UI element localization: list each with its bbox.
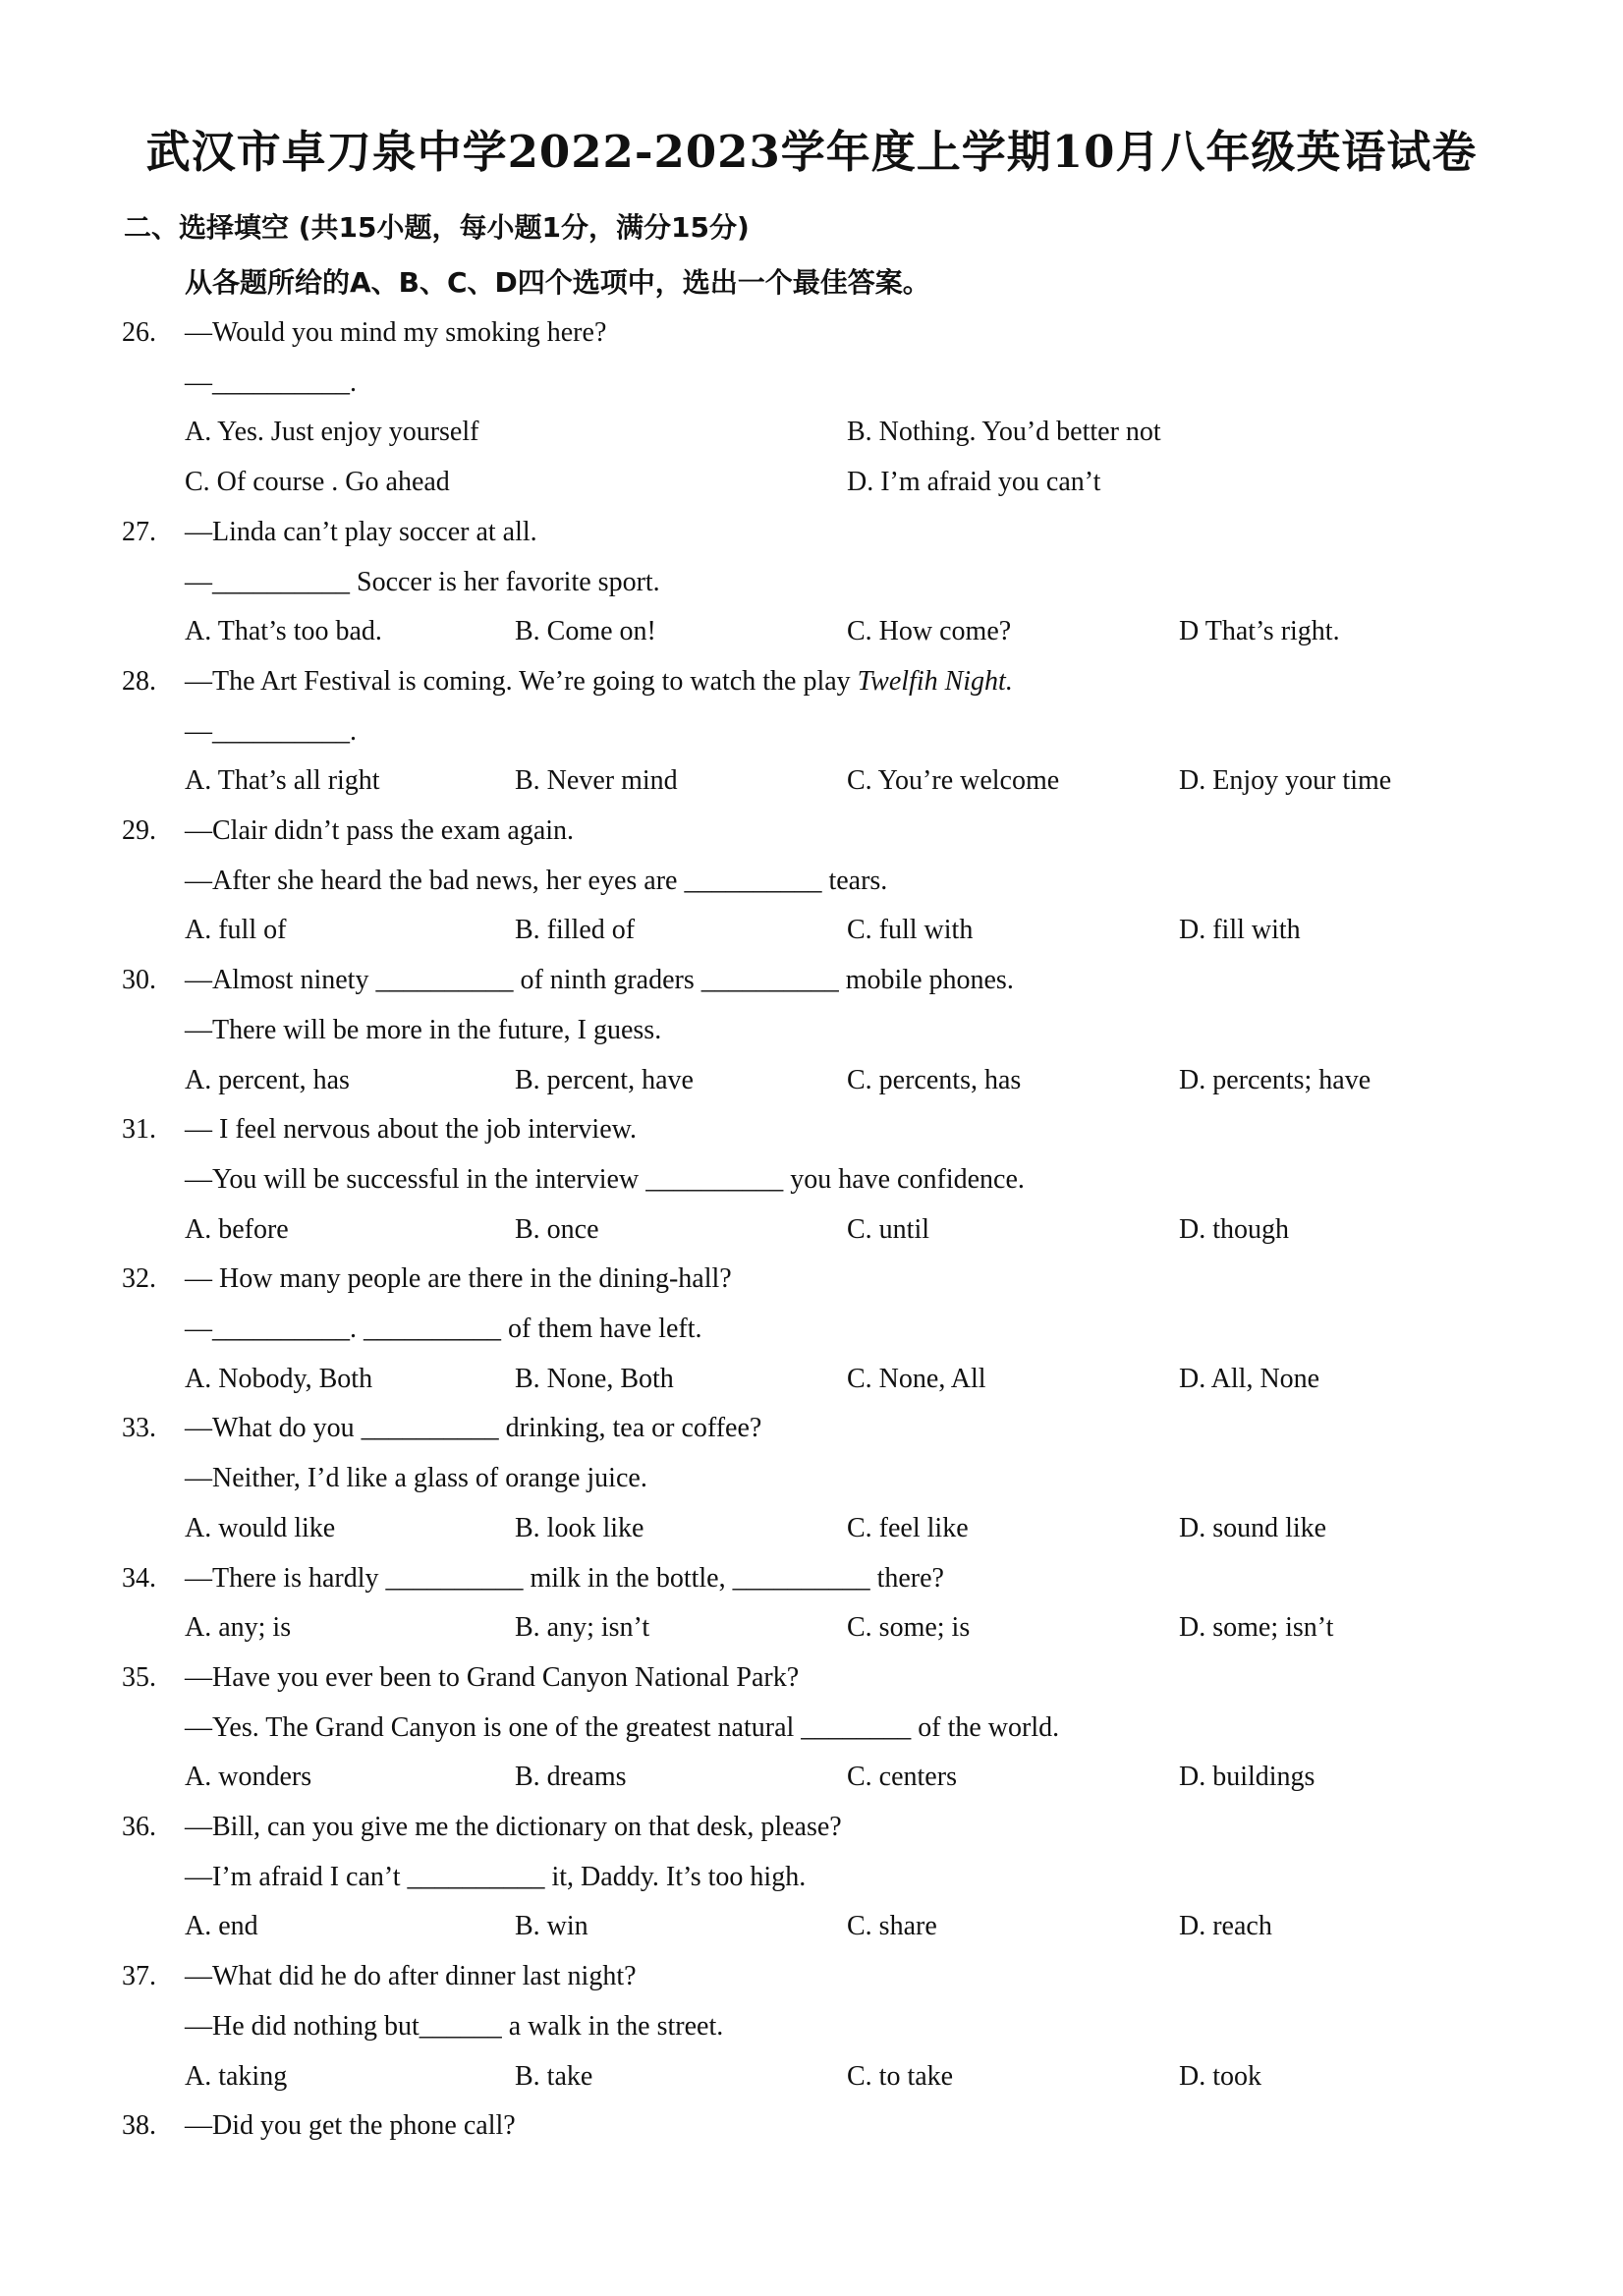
answer-option: D That’s right. (1179, 616, 1340, 647)
answer-option: C. You’re welcome (847, 765, 1060, 797)
section-instruction: 从各题所给的A、B、C、D四个选项中，选出一个最佳答案。 (185, 266, 930, 299)
question-response (185, 1711, 1059, 1745)
answer-option: A. That’s too bad. (185, 616, 382, 647)
question-text: —He did nothing but______ a walk in the street. (185, 2010, 724, 2042)
answer-option: D. some; isn’t (1179, 1612, 1334, 1644)
question-stem (185, 516, 537, 549)
question-number: 31. (122, 1114, 156, 1146)
answer-option: B. look like (515, 1512, 644, 1543)
answer-option: D. buildings (1179, 1762, 1315, 1793)
question-text: —There is hardly __________ milk in the bottle, __________ there? (185, 1562, 944, 1594)
question-response (185, 1313, 701, 1346)
answer-option: A. full of (185, 915, 287, 946)
question-stem (185, 964, 1014, 997)
question-number: 37. (122, 1961, 156, 1992)
answer-option: B. dreams (515, 1762, 627, 1793)
question-text: — I feel nervous about the job interview. (185, 1114, 638, 1146)
answer-option: A. Nobody, Both (185, 1363, 373, 1394)
question-response (185, 715, 357, 749)
answer-option: B. filled of (515, 915, 636, 946)
question-number: 35. (122, 1661, 156, 1693)
answer-option: D. reach (1179, 1911, 1272, 1942)
answer-option: A. before (185, 1213, 289, 1245)
question-text: —Almost ninety __________ of ninth graders __________ mobile phones. (185, 965, 1014, 996)
question-response (185, 566, 660, 599)
question-response (185, 1014, 661, 1047)
answer-option: D. percents; have (1179, 1064, 1371, 1095)
question-stem (185, 1412, 761, 1445)
question-text: —Did you get the phone call? (185, 2110, 516, 2142)
answer-option: B. win (515, 1911, 588, 1942)
question-number: 29. (122, 815, 156, 846)
question-number: 27. (122, 516, 156, 547)
answer-option: A. end (185, 1911, 258, 1942)
answer-option: A. any; is (185, 1612, 292, 1644)
question-stem (185, 316, 606, 350)
question-number: 32. (122, 1263, 156, 1295)
question-number: 33. (122, 1413, 156, 1444)
answer-option: C. Of course . Go ahead (185, 467, 450, 498)
question-stem (185, 1960, 637, 1993)
question-response (185, 1861, 806, 1894)
question-text: —Bill, can you give me the dictionary on that desk, please? (185, 1812, 842, 1842)
play-title: Twelfih Night. (857, 665, 1013, 697)
section-heading: 二、选择填空 (共15小题，每小题1分，满分15分) (124, 211, 750, 244)
question-stem (185, 1562, 944, 1596)
answer-option: D. though (1179, 1213, 1289, 1245)
question-text: —Would you mind my smoking here? (185, 317, 607, 348)
answer-option: A. That’s all right (185, 765, 380, 797)
answer-option: C. full with (847, 915, 974, 946)
question-stem (185, 1811, 842, 1844)
answer-option: A. percent, has (185, 1064, 350, 1095)
question-response (185, 1462, 647, 1495)
answer-option: D. I’m afraid you can’t (847, 467, 1101, 498)
answer-option: D. sound like (1179, 1512, 1327, 1543)
question-number: 34. (122, 1562, 156, 1594)
question-response (185, 2010, 723, 2044)
answer-option: B. percent, have (515, 1064, 694, 1095)
question-stem (185, 1113, 637, 1147)
question-text: —Neither, I’d like a glass of orange juice. (185, 1463, 647, 1494)
answer-option: D. Enjoy your time (1179, 765, 1392, 797)
answer-option: D. All, None (1179, 1363, 1320, 1394)
question-number: 26. (122, 317, 156, 348)
question-text: —What do you __________ drinking, tea or coffee? (185, 1413, 762, 1444)
answer-option: C. percents, has (847, 1064, 1022, 1095)
answer-option: C. None, All (847, 1363, 986, 1394)
question-number: 28. (122, 665, 156, 697)
answer-option: D. took (1179, 2060, 1261, 2092)
answer-option: C. until (847, 1213, 930, 1245)
question-text: —There will be more in the future, I guess. (185, 1014, 662, 1045)
answer-option: B. Nothing. You’d better not (847, 417, 1161, 448)
question-response (185, 1163, 1025, 1197)
answer-option: C. How come? (847, 616, 1012, 647)
question-stem (185, 814, 574, 848)
question-stem (185, 2109, 516, 2143)
answer-option: C. feel like (847, 1512, 969, 1543)
answer-option: C. to take (847, 2060, 954, 2092)
question-text: —Clair didn’t pass the exam again. (185, 815, 575, 846)
answer-option: B. once (515, 1213, 599, 1245)
question-text: —What did he do after dinner last night? (185, 1961, 637, 1992)
question-text: —The Art Festival is coming. We’re going to watch the play (185, 665, 858, 697)
question-response (185, 366, 357, 400)
answer-option: B. Come on! (515, 616, 656, 647)
answer-option: C. centers (847, 1762, 957, 1793)
answer-option: B. Never mind (515, 765, 678, 797)
question-stem (185, 665, 1013, 699)
answer-option: D. fill with (1179, 915, 1301, 946)
answer-option: B. None, Both (515, 1363, 674, 1394)
answer-option: C. some; is (847, 1612, 971, 1644)
question-response (185, 865, 887, 898)
answer-option: A. wonders (185, 1762, 312, 1793)
question-text: —I’m afraid I can’t __________ it, Daddy. It’s too high. (185, 1861, 807, 1892)
answer-option: C. share (847, 1911, 937, 1942)
answer-option: B. any; isn’t (515, 1612, 650, 1644)
question-text: —__________. (185, 715, 357, 747)
question-text: —After she heard the bad news, her eyes are __________ tears. (185, 865, 888, 896)
question-number: 38. (122, 2110, 156, 2142)
question-number: 30. (122, 965, 156, 996)
page-title: 武汉市卓刀泉中学2022-2023学年度上学期10月八年级英语试卷 (145, 126, 1478, 178)
question-stem (185, 1262, 732, 1296)
answer-option: A. taking (185, 2060, 288, 2092)
question-text: —Have you ever been to Grand Canyon National Park? (185, 1661, 800, 1693)
answer-option: A. would like (185, 1512, 336, 1543)
question-text: —You will be successful in the interview __________ you have confidence. (185, 1163, 1025, 1195)
question-text: —__________. (185, 366, 357, 398)
question-text: —__________. __________ of them have left. (185, 1314, 702, 1344)
answer-option: A. Yes. Just enjoy yourself (185, 417, 479, 448)
question-text: —__________ Soccer is her favorite sport. (185, 566, 660, 597)
question-text: —Yes. The Grand Canyon is one of the greatest natural ________ of the world. (185, 1711, 1060, 1743)
question-text: — How many people are there in the dining-hall? (185, 1263, 732, 1295)
question-number: 36. (122, 1812, 156, 1842)
answer-option: B. take (515, 2060, 593, 2092)
question-text: —Linda can’t play soccer at all. (185, 516, 537, 547)
question-stem (185, 1661, 799, 1695)
